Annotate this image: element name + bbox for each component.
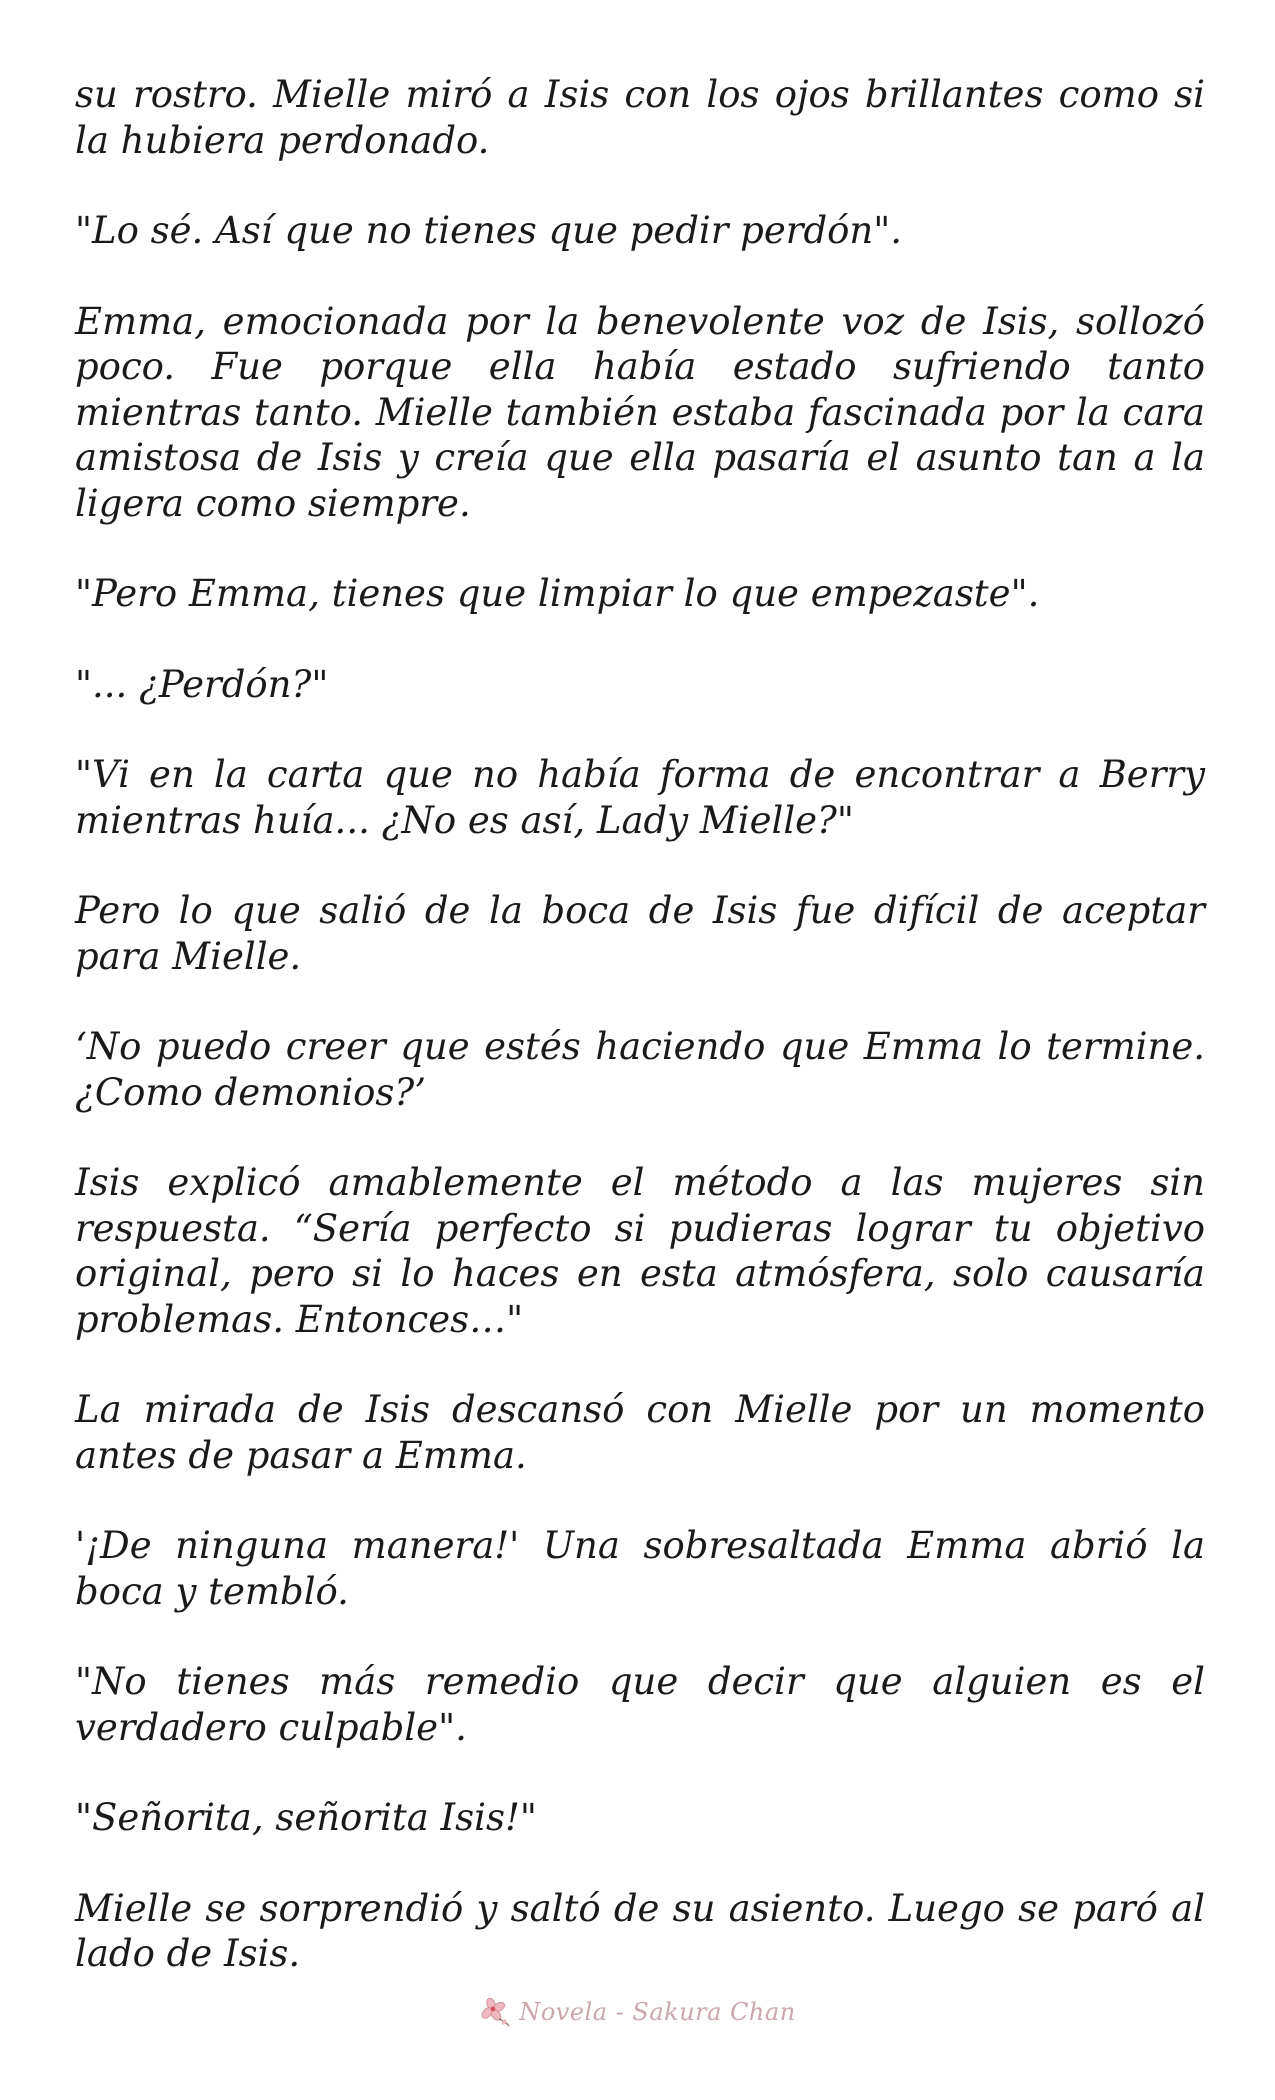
paragraph: "No tienes más remedio que decir que alguien es el verdadero culpable". <box>75 1660 1205 1749</box>
paragraph: "Vi en la carta que no había forma de encontrar a Berry mientras huía... ¿No es así, Lady Mielle?" <box>75 753 1205 842</box>
paragraph: La mirada de Isis descansó con Mielle por un momento antes de pasar a Emma. <box>75 1388 1205 1477</box>
paragraph: Mielle se sorprendió y saltó de su asiento. Luego se paró al lado de Isis. <box>75 1886 1205 1975</box>
paragraph: "Lo sé. Así que no tienes que pedir perdón". <box>75 209 903 252</box>
document-body <box>75 72 1205 1977</box>
paragraph: Pero lo que salió de la boca de Isis fue difícil de aceptar para Mielle. <box>75 889 1205 978</box>
paragraph: Isis explicó amablemente el método a las mujeres sin respuesta. “Sería perfecto si pudieras lograr tu objetivo original, pero si lo haces en esta atmósfera, solo causaría problemas. Entonces…" <box>75 1161 1205 1341</box>
paragraph: su rostro. Mielle miró a Isis con los ojos brillantes como si la hubiera perdonado. <box>75 73 1205 162</box>
paragraph: "Señorita, señorita Isis!" <box>75 1796 537 1839</box>
watermark <box>0 1995 1275 2029</box>
paragraph: "... ¿Perdón?" <box>75 662 329 706</box>
watermark-text: Novela - Sakura Chan <box>519 1998 796 2026</box>
paragraph: '¡De ninguna manera!' Una sobresaltada Emma abrió la boca y tembló. <box>75 1524 1205 1613</box>
paragraph: ‘No puedo creer que estés haciendo que Emma lo termine. ¿Como demonios?’ <box>75 1025 1205 1114</box>
paragraph: Emma, emocionada por la benevolente voz de Isis, sollozó poco. Fue porque ella había estado sufriendo tanto mientras tanto. Mielle también estaba fascinada por la cara amistosa de Isis y creía que ella pasaría el asunto tan a la ligera como siempre. <box>75 299 1205 525</box>
sakura-blossom-icon <box>479 1995 513 2029</box>
paragraph: "Pero Emma, tienes que limpiar lo que empezaste". <box>75 572 1040 615</box>
